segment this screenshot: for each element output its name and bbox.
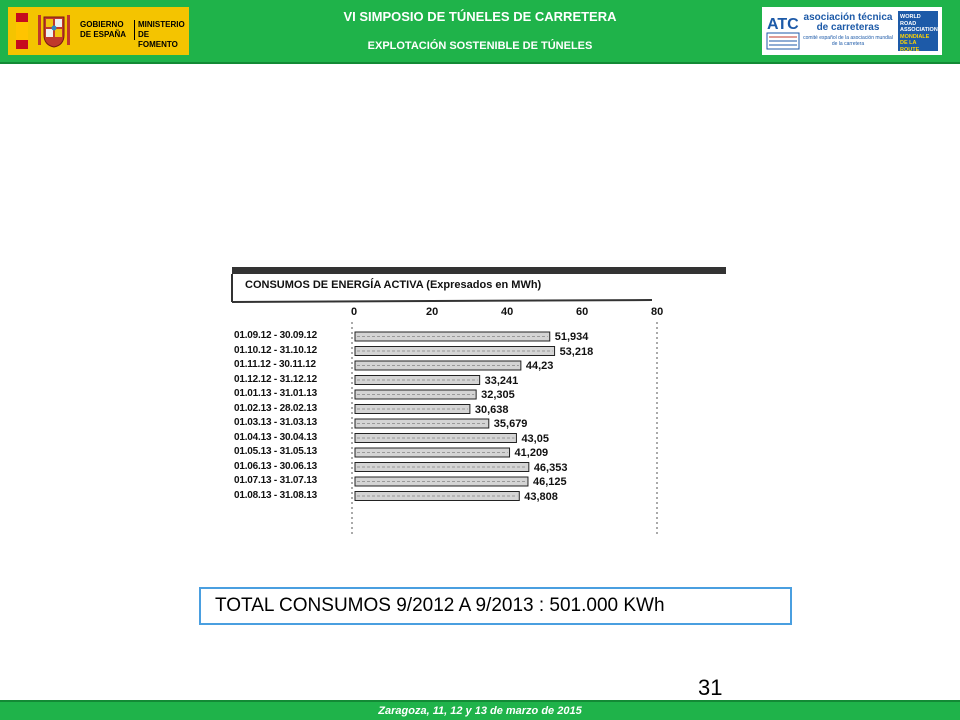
chart-top-rule [232, 267, 726, 274]
x-tick-label: 20 [426, 306, 439, 318]
value-label: 51,934 [554, 331, 589, 343]
world-road-association-logo [898, 11, 938, 51]
value-label: 35,679 [493, 418, 528, 430]
value-label: 32,305 [481, 389, 515, 401]
category-label: 01.05.13 - 31.05.13 [234, 446, 317, 457]
category-label: 01.04.13 - 30.04.13 [234, 431, 317, 443]
category-label: 01.08.13 - 31.08.13 [234, 489, 317, 501]
category-label: 01.06.13 - 30.06.13 [234, 460, 317, 472]
energy-consumption-chart [212, 262, 732, 544]
category-label: 01.02.13 - 28.02.13 [234, 402, 317, 414]
category-label: 01.10.12 - 31.10.12 [234, 344, 317, 356]
wra-line1: WORLD ROAD ASSOCIATION [900, 14, 938, 33]
category-label: 01.03.13 - 31.03.13 [234, 417, 317, 428]
page-title: VI SIMPOSIO DE TÚNELES DE CARRETERA [343, 9, 617, 24]
header-bar [0, 0, 960, 64]
atc-subtitle: comité español de la asociación mundial de la carretera [803, 35, 893, 47]
atc-name: asociación técnica de carreteras [803, 12, 893, 33]
chart-title: CONSUMOS DE ENERGÍA ACTIVA (Expresados en MWh) [245, 279, 542, 291]
value-label: 44,23 [525, 360, 554, 372]
total-consumption-box: TOTAL CONSUMOS 9/2012 A 9/2013 : 501.000 KWh [199, 587, 792, 625]
svg-text:ATC: ATC [767, 16, 799, 33]
category-label: 01.11.12 - 30.11.12 [234, 359, 316, 370]
category-label: 01.01.13 - 31.01.13 [234, 388, 317, 399]
value-label: 43,05 [521, 432, 549, 445]
value-label: 53,218 [559, 345, 594, 358]
bars-group [355, 332, 555, 501]
footer-bar [0, 700, 960, 720]
value-label: 46,125 [532, 476, 567, 488]
value-label: 30,638 [474, 403, 509, 416]
x-tick-label: 60 [576, 306, 589, 318]
x-tick-label: 0 [351, 306, 358, 318]
category-label: 01.07.13 - 31.07.13 [234, 475, 317, 486]
atc-logo [762, 7, 942, 55]
value-label: 41,209 [514, 447, 549, 459]
category-label: 01.09.12 - 30.09.12 [234, 330, 317, 341]
x-tick-label: 40 [501, 306, 514, 318]
category-label: 01.12.12 - 31.12.12 [234, 373, 317, 385]
atc-mark-icon [766, 11, 800, 51]
value-label: 43,808 [524, 490, 558, 503]
page-number: 31 [698, 675, 723, 700]
value-label: 33,241 [484, 374, 519, 387]
value-label: 46,353 [533, 461, 568, 474]
ministry-text: MINISTERIO DE FOMENTO [138, 20, 185, 49]
chart-title-rule [232, 300, 652, 302]
page-subtitle: EXPLOTACIÓN SOSTENIBLE DE TÚNELES [367, 40, 593, 52]
wra-line2: MONDIALE DE LA ROUTE [900, 33, 930, 53]
x-tick-label: 80 [651, 306, 664, 318]
footer-text: Zaragoza, 11, 12 y 13 de marzo de 2015 [378, 705, 582, 717]
gov-text: GOBIERNO DE ESPAÑA [80, 20, 135, 40]
